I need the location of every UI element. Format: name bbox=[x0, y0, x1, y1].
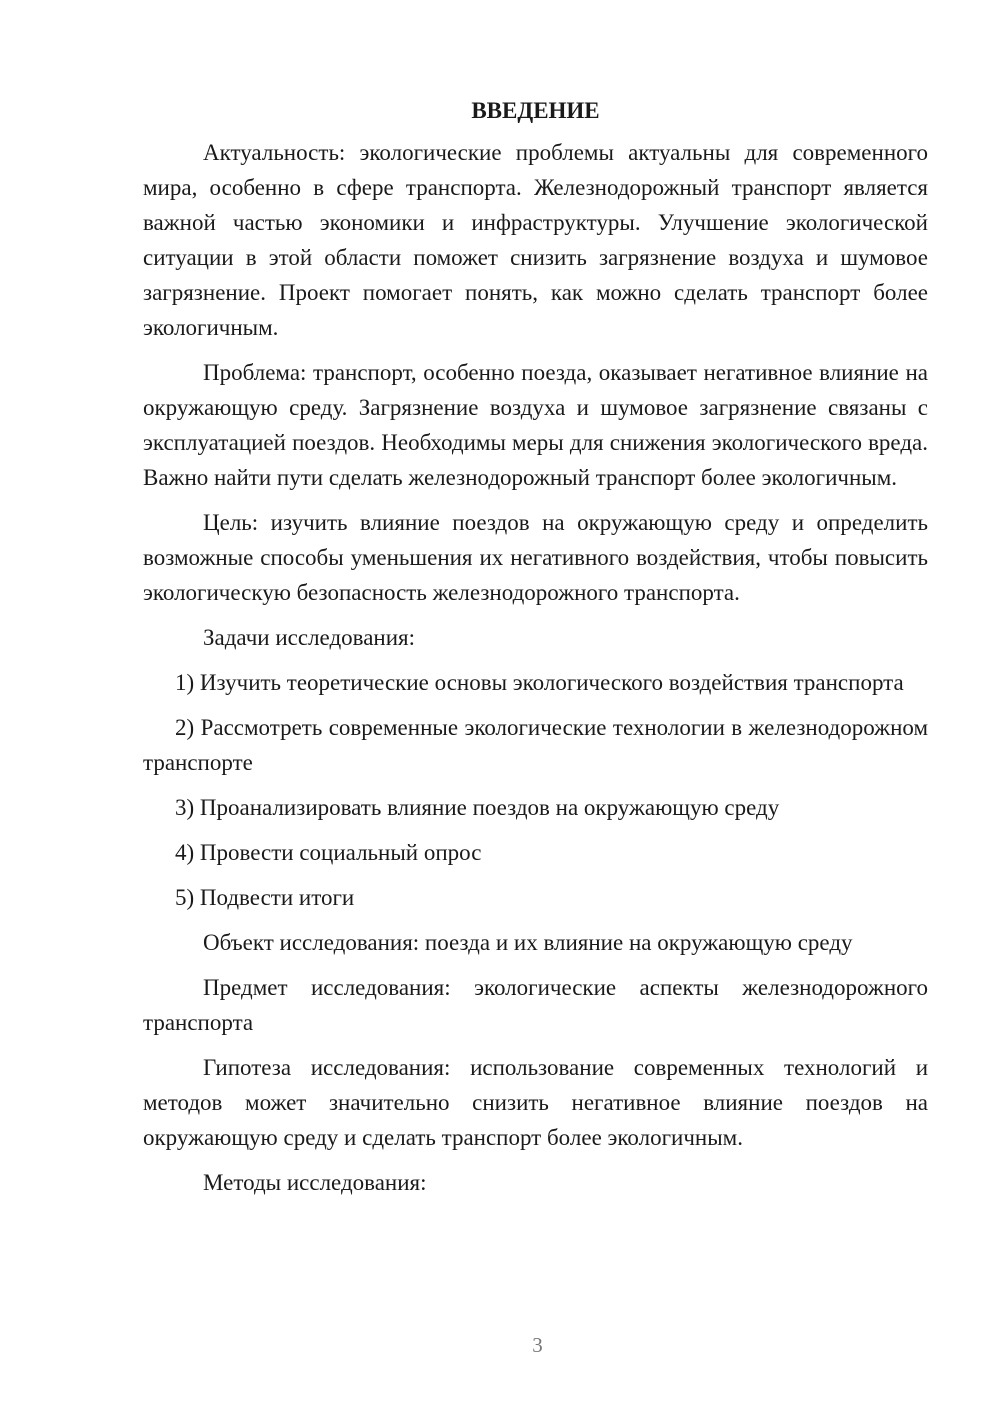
hypothesis-paragraph: Гипотеза исследования: использование современных технологий и методов может значительно снизить негативное влияние поездов на окружающую среду и сделать транспорт более экологичным. bbox=[143, 1055, 928, 1150]
task-item-4: 4) Провести социальный опрос bbox=[175, 840, 482, 865]
problem-paragraph: Проблема: транспорт, особенно поезда, оказывает негативное влияние на окружающую среду. Загрязнение воздуха и шумовое загрязнение связаны с эксплуатацией поездов. Необходимы меры для снижения экологического вреда. Важно найти пути сделать железнодорожный транспорт более экологичным. bbox=[143, 360, 928, 490]
task-item-5: 5) Подвести итоги bbox=[175, 885, 355, 910]
relevance-paragraph: Актуальность: экологические проблемы актуальны для современного мира, особенно в сфере транспорта. Железнодорожный транспорт является важной частью экономики и инфраструктуры. Улучшение экологической ситуации в этой области поможет снизить загрязнение воздуха и шумовое загрязнение. Проект помогает понять, как можно сделать транспорт более экологичным. bbox=[143, 140, 928, 340]
page-number: 3 bbox=[532, 1333, 543, 1357]
task-item-1: 1) Изучить теоретические основы экологического воздействия транспорта bbox=[175, 670, 904, 695]
tasks-heading: Задачи исследования: bbox=[203, 625, 416, 650]
task-item-2: 2) Рассмотреть современные экологические технологии в железнодорожном транспорте bbox=[143, 715, 928, 775]
goal-paragraph: Цель: изучить влияние поездов на окружающую среду и определить возможные способы уменьшения их негативного воздействия, чтобы повысить экологическую безопасность железнодорожного транспорта. bbox=[143, 510, 928, 605]
page-body bbox=[143, 93, 928, 1210]
subject-paragraph: Предмет исследования: экологические аспекты железнодорожного транспорта bbox=[143, 975, 928, 1035]
task-item-3: 3) Проанализировать влияние поездов на окружающую среду bbox=[175, 795, 780, 820]
page-title: ВВЕДЕНИЕ bbox=[471, 98, 600, 123]
object-paragraph: Объект исследования: поезда и их влияние на окружающую среду bbox=[203, 930, 853, 955]
methods-heading: Методы исследования: bbox=[203, 1170, 427, 1195]
